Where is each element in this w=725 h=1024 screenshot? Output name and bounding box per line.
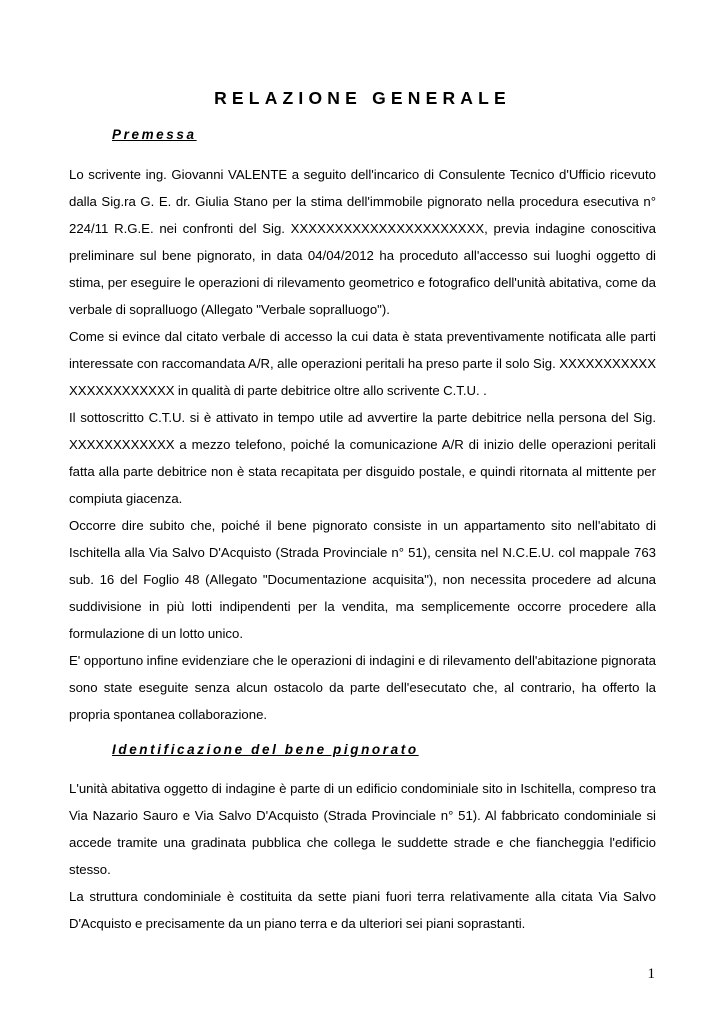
paragraph: Come si evince dal citato verbale di accesso la cui data è stata preventivamente notificata alle parti interessate con raccomandata A/R, alle operazioni peritali ha preso parte il solo Sig. XXXXXXXXXXX XXXXXXXXXXXX in qualità di parte debitrice oltre allo scrivente C.T.U. . [69, 329, 656, 398]
paragraph: La struttura condominiale è costituita da sette piani fuori terra relativamente alla citata Via Salvo D'Acquisto e precisamente da un piano terra e da ulteriori sei piani soprastanti. [69, 889, 656, 931]
section-body-identificazione [69, 775, 656, 937]
section-heading-premessa: Premessa [112, 127, 197, 142]
paragraph: Lo scrivente ing. Giovanni VALENTE a seguito dell'incarico di Consulente Tecnico d'Ufficio ricevuto dalla Sig.ra G. E. dr. Giulia Stano per la stima dell'immobile pignorato nella procedura esecutiva n° 224/11 R.G.E. nei confronti del Sig. XXXXXXXXXXXXXXXXXXXXXX, previa indagine conoscitiva preliminare sul bene pignorato, in data 04/04/2012 ha proceduto all'accesso sui luoghi oggetto di stima, per eseguire le operazioni di rilevamento geometrico e fotografico dell'unità abitativa, come da verbale di sopralluogo (Allegato "Verbale sopralluogo"). [69, 167, 656, 317]
section-body-premessa [69, 161, 656, 728]
paragraph: Il sottoscritto C.T.U. si è attivato in tempo utile ad avvertire la parte debitrice nella persona del Sig. XXXXXXXXXXXX a mezzo telefono, poiché la comunicazione A/R di inizio delle operazioni peritali fatta alla parte debitrice non è stata recapitata per disguido postale, e quindi ritornata al mittente per compiuta giacenza. [69, 410, 656, 506]
page-number: 1 [647, 966, 655, 982]
paragraph: L'unità abitativa oggetto di indagine è parte di un edificio condominiale sito in Ischitella, compreso tra Via Nazario Sauro e Via Salvo D'Acquisto (Strada Provinciale n° 51). Al fabbricato condominiale si accede tramite una gradinata pubblica che collega le suddette strade e che fiancheggia l'edificio stesso. [69, 781, 656, 877]
paragraph: Occorre dire subito che, poiché il bene pignorato consiste in un appartamento sito nell'abitato di Ischitella alla Via Salvo D'Acquisto (Strada Provinciale n° 51), censita nel N.C.E.U. col mappale 763 sub. 16 del Foglio 48 (Allegato "Documentazione acquisita"), non necessita procedere ad alcuna suddivisione in più lotti indipendenti per la vendita, ma semplicemente occorre procedere alla formulazione di un lotto unico. [69, 518, 656, 641]
page-title: RELAZIONE GENERALE [214, 88, 511, 108]
section-heading-identificazione: Identificazione del bene pignorato [112, 742, 419, 757]
paragraph: E' opportuno infine evidenziare che le operazioni di indagini e di rilevamento dell'abitazione pignorata sono state eseguite senza alcun ostacolo da parte dell'esecutato che, al contrario, ha offerto la propria spontanea collaborazione. [69, 653, 656, 722]
